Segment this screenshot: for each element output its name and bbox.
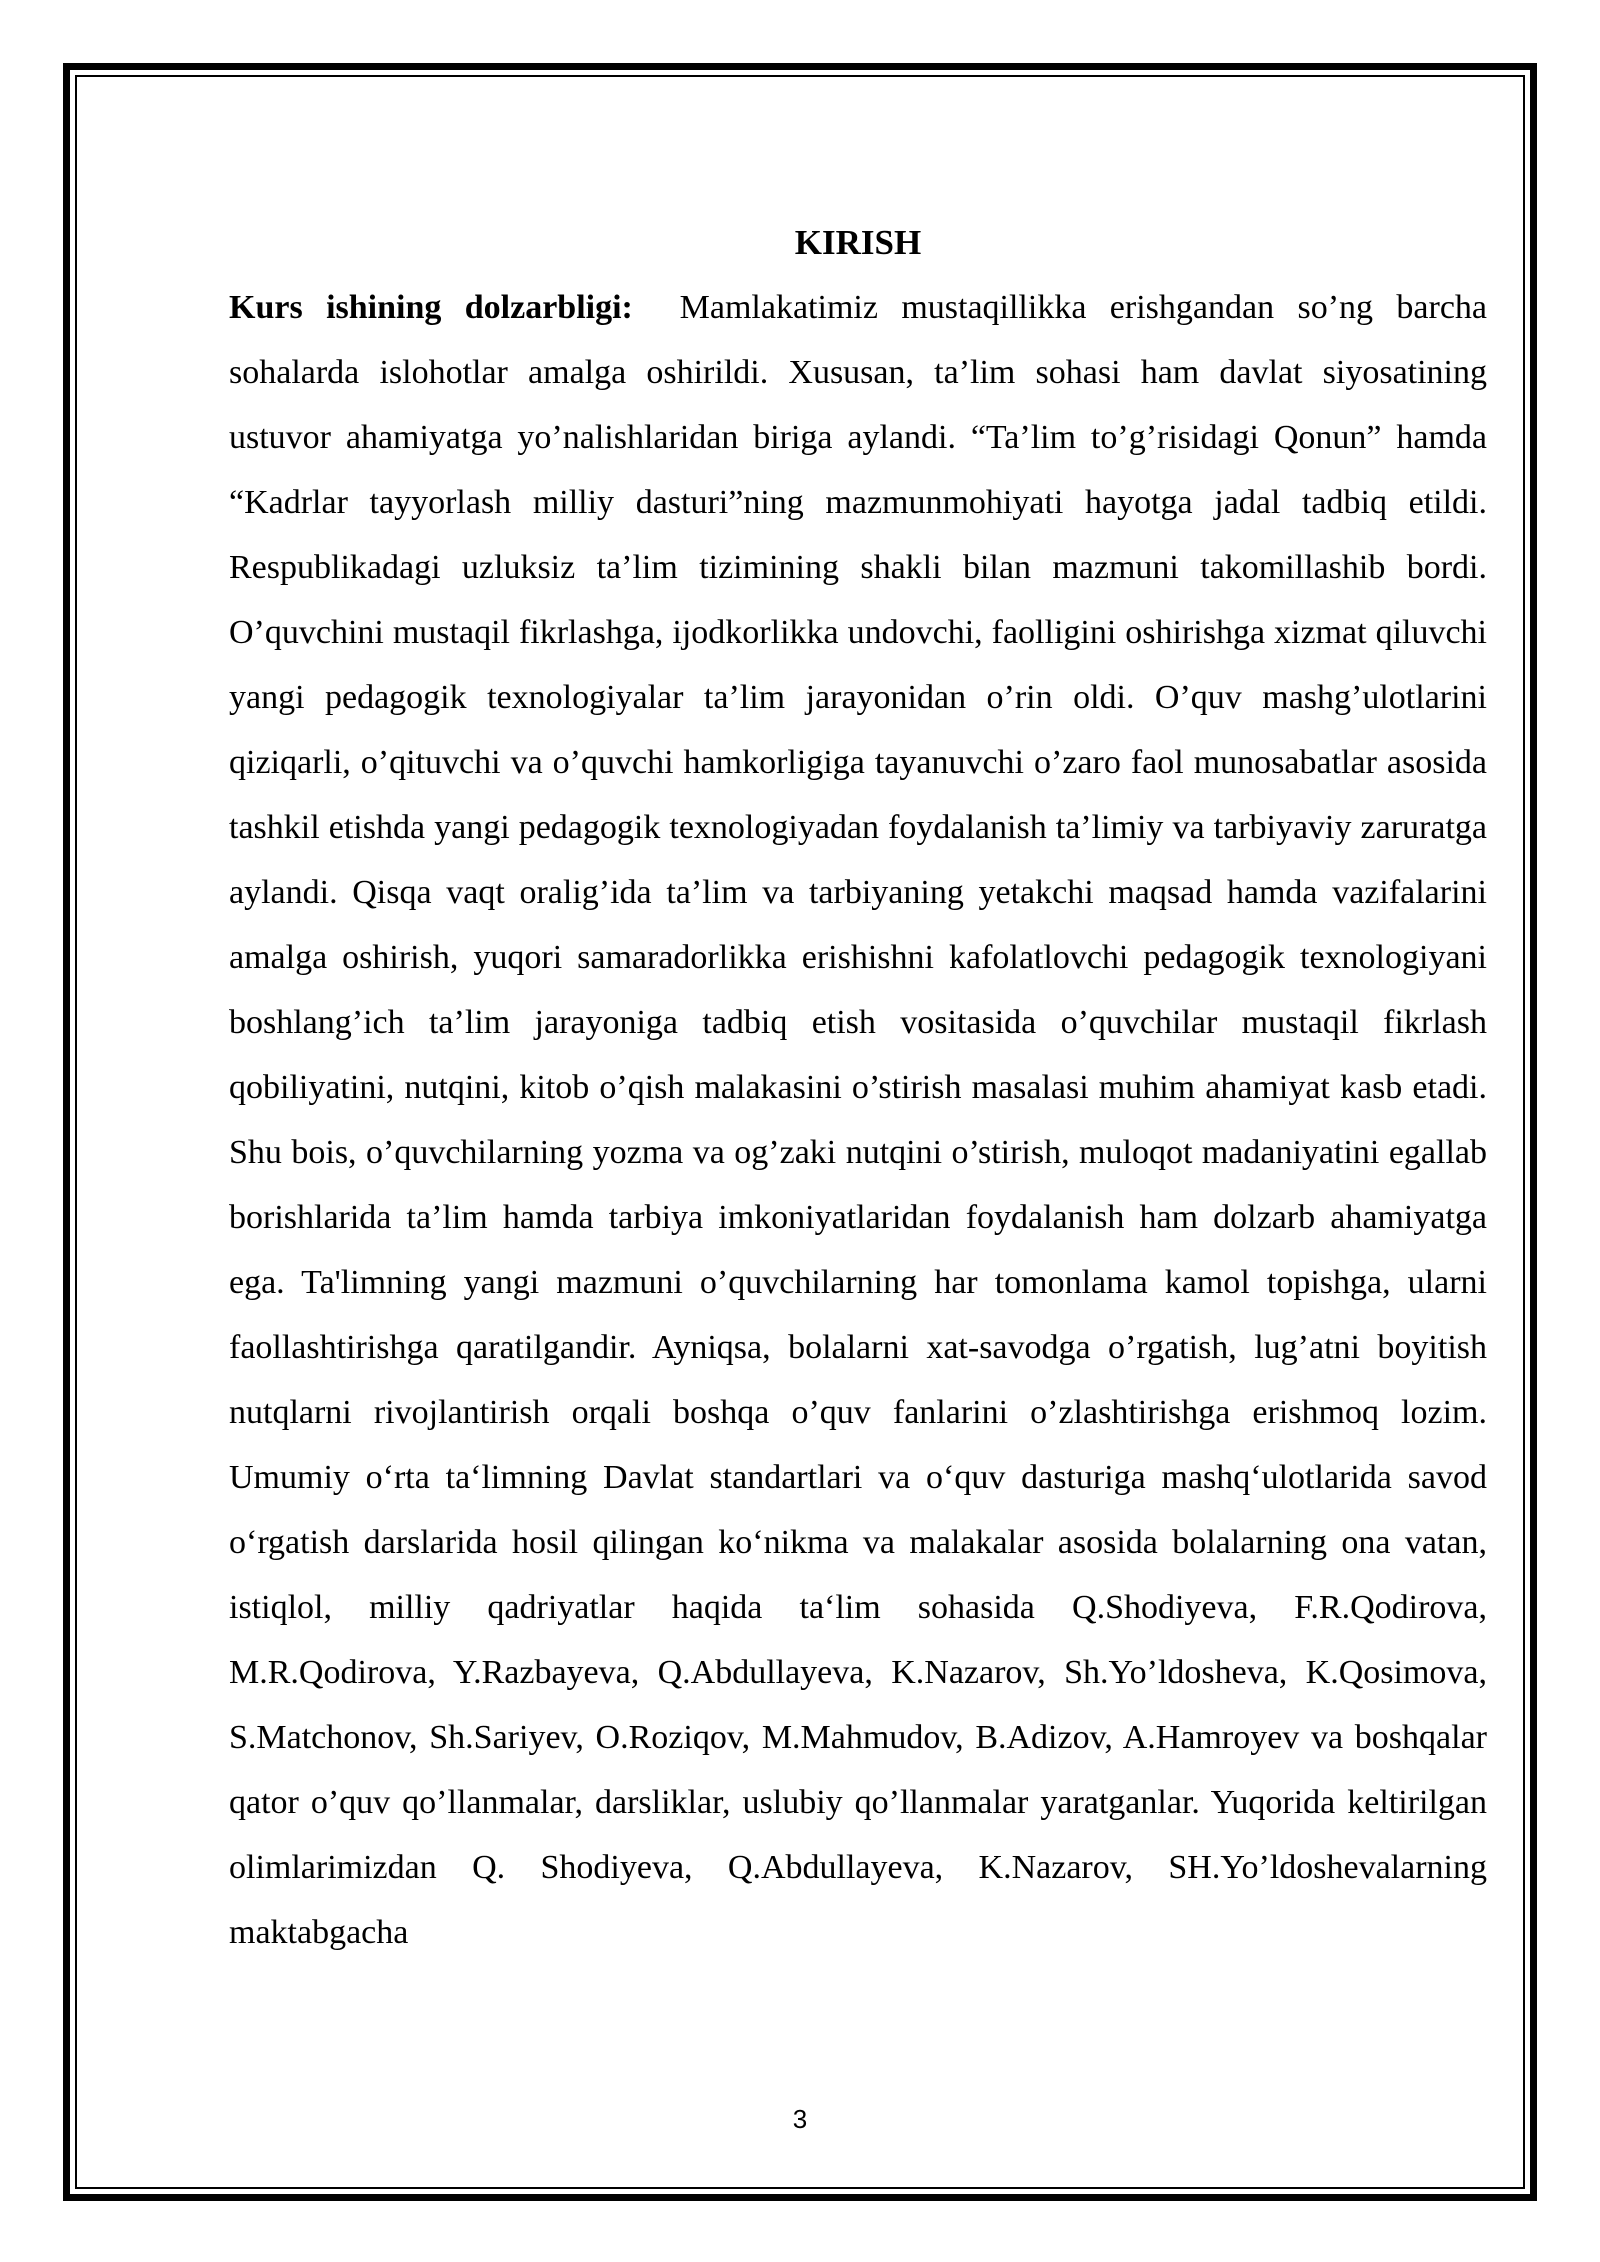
document-body <box>229 210 1487 1965</box>
paragraph-text: Mamlakatimiz mustaqillikka erishgandan so’ng barcha sohalarda islohotlar amalga oshirildi. Xususan, ta’lim sohasi ham davlat siyosatining ustuvor ahamiyatga yo’nalishlaridan biriga aylandi. “Ta’lim to’g’risidagi Qonun” hamda “Kadrlar tayyorlash milliy dasturi”ning mazmunmohiyati hayotga jadal tadbiq etildi. Respublikadagi uzluksiz ta’lim tizimining shakli bilan mazmuni takomillashib bordi. O’quvchini mustaqil fikrlashga, ijodkorlikka undovchi, faolligini oshirishga xizmat qiluvchi yangi pedagogik texnologiyalar ta’lim jarayonidan o’rin oldi. O’quv mashg’ulotlarini qiziqarli, o’qituvchi va o’quvchi hamkorligiga tayanuvchi o’zaro faol munosabatlar asosida tashkil etishda yangi pedagogik texnologiyadan foydalanish ta’limiy va tarbiyaviy zaruratga aylandi. Qisqa vaqt oralig’ida ta’lim va tarbiyaning yetakchi maqsad hamda vazifalarini amalga oshirish, yuqori samaradorlikka erishishni kafolatlovchi pedagogik texnologiyani boshlang’ich ta’lim jarayoniga tadbiq etish vositasida o’quvchilar mustaqil fikrlash qobiliyatini, nutqini, kitob o’qish malakasini o’stirish masalasi muhim ahamiyat kasb etadi. Shu bois, o’quvchilarning yozma va og’zaki nutqini o’stirish, muloqot madaniyatini egallab borishlarida ta’lim hamda tarbiya imkoniyatlaridan foydalanish ham dolzarb ahamiyatga ega. Ta'limning yangi mazmuni o’quvchilarning har tomonlama kamol topishga, ularni faollashtirishga qaratilgandir. Ayniqsa, bolalarni xat-savodga o’rgatish, lug’atni boyitish nutqlarni rivojlantirish orqali boshqa o’quv fanlarini o’zlashtirishga erishmoq lozim. Umumiy o‘rta ta‘limning Davlat standartlari va o‘quv dasturiga mashq‘ulotlarida savod o‘rgatish darslarida hosil qilingan ko‘nikma va malakalar asosida bolalarning ona vatan, istiqlol, milliy qadriyatlar haqida ta‘lim sohasida Q.Shodiyeva, F.R.Qodirova, M.R.Qodirova, Y.Razbayeva, Q.Abdullayeva, K.Nazarov, Sh.Yo’ldosheva, K.Qosimova, S.Matchonov, Sh.Sariyev, O.Roziqov, M.Mahmudov, B.Adizov, A.Hamroyev va boshqalar qator o’quv qo’llanmalar, darsliklar, uslubiy qo’llanmalar yaratganlar. Yuqorida keltirilgan olimlarimizdan Q. Shodiyeva, Q.Abdullayeva, K.Nazarov, SH.Yo’ldoshevalarning maktabgacha <box>229 289 1487 1951</box>
intro-paragraph <box>229 275 1487 1965</box>
page-number: 3 <box>792 2104 808 2134</box>
paragraph-lead: Kurs ishining dolzarbligi: <box>229 289 633 326</box>
section-heading: KIRISH <box>794 223 922 262</box>
